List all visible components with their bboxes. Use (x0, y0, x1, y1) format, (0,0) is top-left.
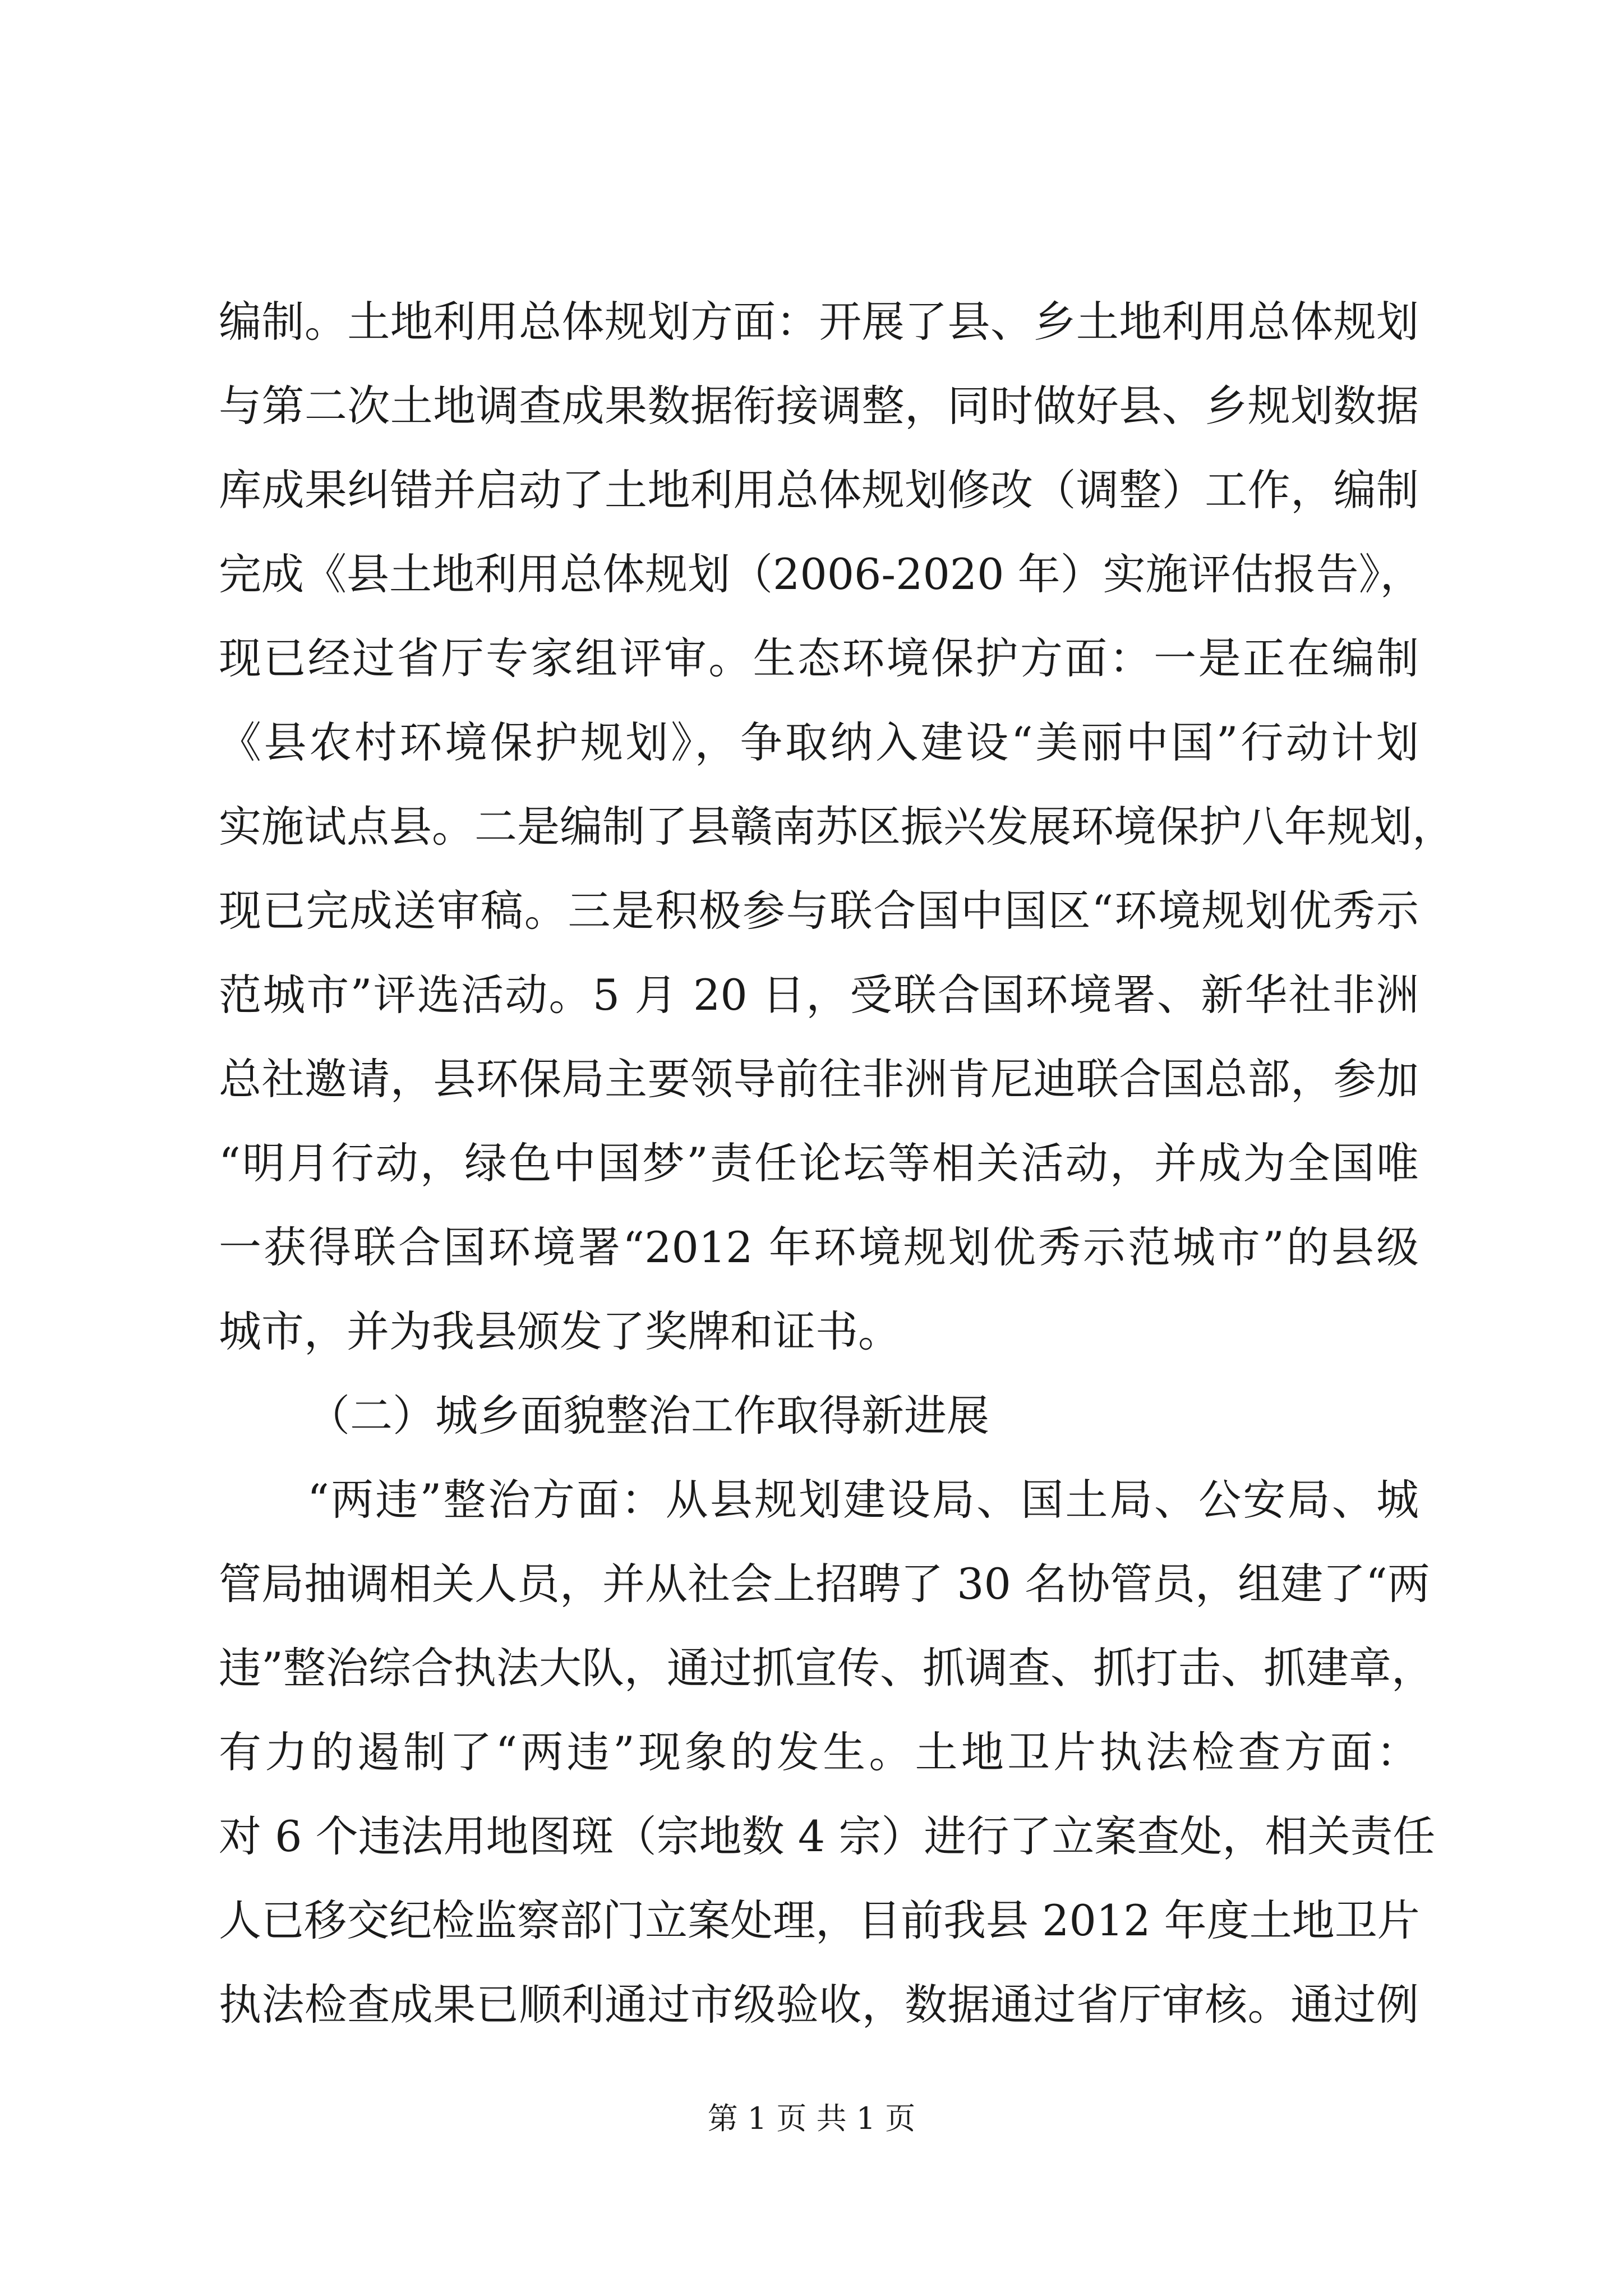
page-footer: 第 1 页 共 1 页 (707, 2101, 916, 2136)
text-line: 违”整治综合执法大队，通过抓宣传、抓调查、抓打击、抓建章， (219, 1643, 1434, 1693)
text-line: 有力的遏制了“两违”现象的发生。土地卫片执法检查方面： (219, 1727, 1419, 1777)
text-line: 实施试点县。二是编制了县赣南苏区振兴发展环境保护八年规划， (219, 802, 1455, 852)
text-line: 现已完成送审稿。三是积极参与联合国中国区“环境规划优秀示 (219, 886, 1419, 936)
text-line: 现已经过省厅专家组评审。生态环境保护方面：一是正在编制 (219, 633, 1419, 683)
text-line: 范城市”评选活动。5 月 20 日，受联合国环境署、新华社非洲 (219, 970, 1419, 1020)
text-line: 人已移交纪检监察部门立案处理，目前我县 2012 年度土地卫片 (219, 1895, 1420, 1945)
text-line: 与第二次土地调查成果数据衔接调整，同时做好县、乡规划数据 (219, 381, 1419, 431)
text-line: 库成果纠错并启动了土地利用总体规划修改（调整）工作，编制 (219, 465, 1419, 515)
text-line: “明月行动，绿色中国梦”责任论坛等相关活动，并成为全国唯 (219, 1138, 1419, 1188)
text-line: 对 6 个违法用地图斑（宗地数 4 宗）进行了立案查处，相关责任 (219, 1811, 1436, 1861)
text-line: 管局抽调相关人员，并从社会上招聘了 30 名协管员，组建了“两 (219, 1559, 1430, 1609)
text-line: 完成《县土地利用总体规划（2006-2020 年）实施评估报告》， (219, 549, 1423, 599)
text-line: “两违”整治方面：从县规划建设局、国土局、公安局、城 (307, 1475, 1419, 1525)
text-line: 《县农村环境保护规划》，争取纳入建设“美丽中国”行动计划 (219, 717, 1419, 767)
section-heading: （二）城乡面貌整治工作取得新进展 (307, 1391, 989, 1441)
text-line: 城市，并为我县颁发了奖牌和证书。 (219, 1306, 901, 1356)
text-line: 一获得联合国环境署“2012 年环境规划优秀示范城市”的县级 (219, 1222, 1419, 1272)
text-line: 执法检查成果已顺利通过市级验收，数据通过省厅审核。通过例 (219, 1980, 1419, 2030)
text-line: 编制。土地利用总体规划方面：开展了县、乡土地利用总体规划 (219, 297, 1419, 347)
text-line: 总社邀请，县环保局主要领导前往非洲肯尼迪联合国总部，参加 (219, 1054, 1419, 1104)
